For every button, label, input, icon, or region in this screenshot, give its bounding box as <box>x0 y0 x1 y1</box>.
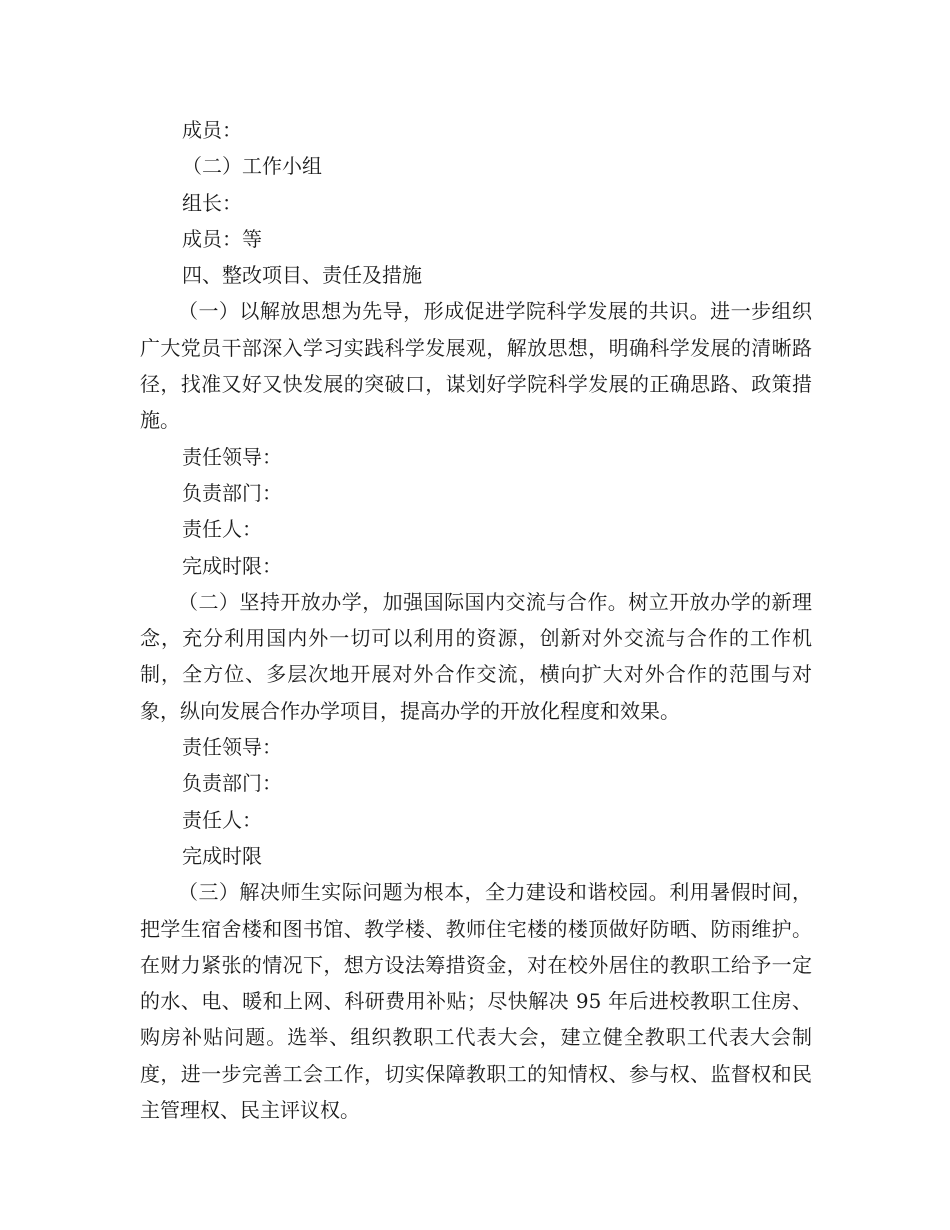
item3-paragraph: （三）解决师生实际问题为根本，全力建设和谐校园。利用暑假时间，把学生宿舍楼和图书馆、教学楼、教师住宅楼的楼顶做好防晒、防雨维护。在财力紧张的情况下，想方设法筹措资金，对在校外居住的教职工给予一定的水、电、暖和上网、科研费用补贴；尽快解决 95 年后进校教职工住房、购房补贴问题。选举、组织教职工代表大会，建立健全教职工代表大会制度，进一步完善工会工作，切实保障教职工的知情权、参与权、监督权和民主管理权、民主评议权。 <box>140 880 812 1123</box>
document-page <box>140 112 812 1128</box>
section-work-group: （二）工作小组 <box>182 154 322 179</box>
item1-deadline: 完成时限： <box>182 553 282 578</box>
item1-department: 负责部门： <box>182 480 282 505</box>
item2-leader: 责任领导： <box>182 735 282 760</box>
item2-paragraph: （二）坚持开放办学，加强国际国内交流与合作。树立开放办学的新理念，充分利用国内外一切可以利用的资源，创新对外交流与合作的工作机制，全方位、多层次地开展对外合作交流，横向扩大对外合作的范围与对象，纵向发展合作办学项目，提高办学的开放化程度和效果。 <box>140 589 812 723</box>
item1-person: 责任人： <box>182 517 262 542</box>
item2-department: 负责部门： <box>182 771 282 796</box>
item2-person: 责任人： <box>182 807 262 832</box>
section-heading-rectification: 四、整改项目、责任及措施 <box>182 263 422 288</box>
members-line: 成员： <box>182 118 242 142</box>
members-etc-line: 成员：等 <box>182 226 262 251</box>
item1-leader: 责任领导： <box>182 444 282 469</box>
item2-deadline: 完成时限 <box>182 843 262 868</box>
leader-line: 组长： <box>182 190 242 215</box>
item1-paragraph: （一）以解放思想为先导，形成促进学院科学发展的共识。进一步组织广大党员干部深入学习实践科学发展观，解放思想，明确科学发展的清晰路径，找准又好又快发展的突破口，谋划好学院科学发展的正确思路、政策措施。 <box>140 299 812 433</box>
